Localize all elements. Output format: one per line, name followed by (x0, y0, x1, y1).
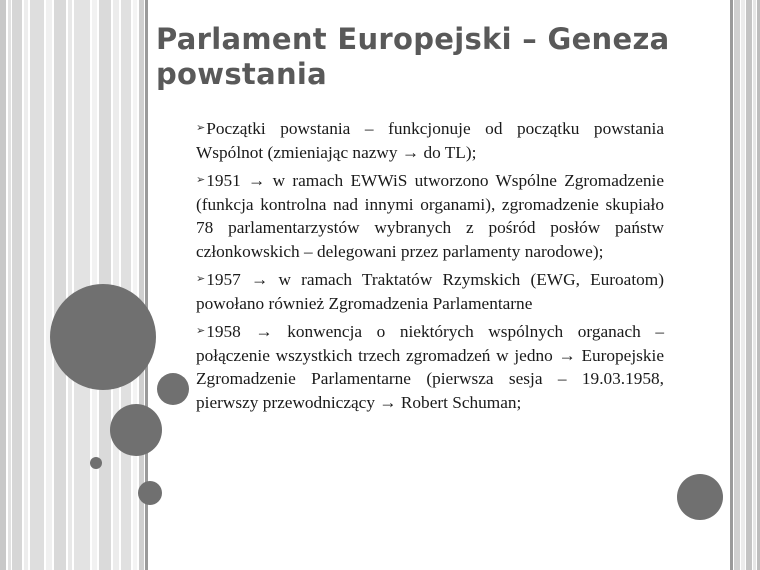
bullet-item (196, 268, 664, 315)
small-circle-decoration (157, 373, 189, 405)
bullet-text: 1951 → w ramach EWWiS utworzono Wspólne Zgromadzenie (funkcja kontrolna nad innymi organami), zgromadzenie skupiało 78 parlamentarzystów wybranych z pośród posłów państw członkowskich – delegowani przez parlamenty narodowe); (196, 171, 664, 261)
bullet-text: Początki powstania – funkcjonuje od początku powstania Wspólnot (zmieniając nazwy → do TL); (196, 119, 664, 162)
slide-title: Parlament Europejski – Geneza powstania (156, 22, 670, 91)
bullet-item (196, 117, 664, 164)
bullet-text: 1957 → w ramach Traktatów Rzymskich (EWG, Euroatom) powołano również Zgromadzenia Parlamentarne (196, 270, 664, 313)
bullet-item (196, 320, 664, 414)
right-stripe-decoration (730, 0, 760, 570)
tiny-circle-decoration (90, 457, 102, 469)
right-circle-decoration (677, 474, 723, 520)
bullet-text: 1958 → konwencja o niektórych wspólnych organach – połączenie wszystkich trzech zgromadzeń w jedno → Europejskie Zgromadzenie Parlamentarne (pierwsza sesja – 19.03.1958, pierwszy przewodniczący → Robert Schuman; (196, 322, 664, 412)
arrow-bullet-icon: ➢ (196, 273, 206, 285)
arrow-bullet-icon: ➢ (196, 174, 206, 186)
arrow-bullet-icon: ➢ (196, 122, 206, 134)
arrow-bullet-icon: ➢ (196, 325, 206, 337)
medium-circle-decoration (110, 404, 162, 456)
left-stripe-decoration (0, 0, 148, 570)
bullet-item (196, 169, 664, 263)
small-circle-decoration-lower (138, 481, 162, 505)
large-circle-decoration (50, 284, 156, 390)
bullet-list (196, 117, 664, 419)
